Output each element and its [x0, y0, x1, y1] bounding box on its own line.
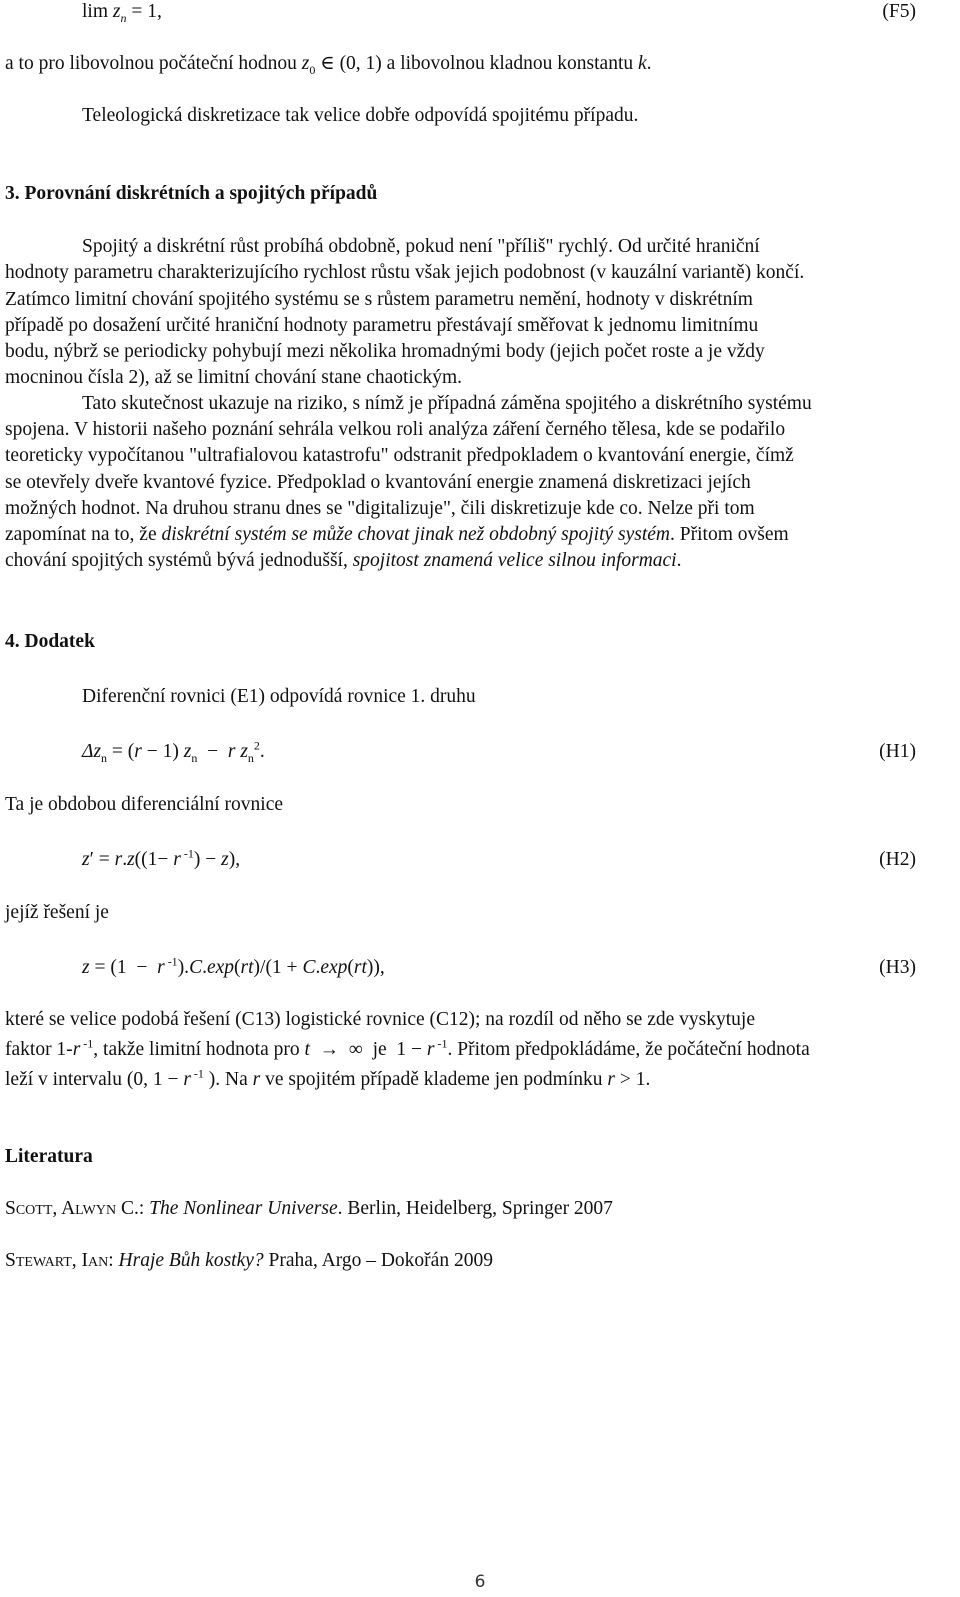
- equation-h3: z = (1 − r $^{-1}$).C.exp(rt)/(1 + C.exp(rt)),: [82, 954, 385, 978]
- equation-number-h3: (H3): [879, 957, 916, 978]
- text-line: teoreticky vypočítanou "ultrafialovou katastrofu" odstranit předpokladem o kvantování energie, čímž: [5, 445, 794, 466]
- text-line: leží v intervalu (0, 1 − r $^{-1}$ ). Na r ve spojitém případě klademe jen podmínku r > 1.: [5, 1066, 651, 1090]
- text-line: Zatímco limitní chování spojitého systému se s růstem parametru nemění, hodnoty v diskrétním: [5, 289, 753, 310]
- text-line: zapomínat na to, že diskrétní systém se může chovat jinak než obdobný spojitý systém. Přitom ovšem: [5, 524, 789, 545]
- equation-number-h2: (H2): [879, 849, 916, 870]
- text-line: se otevřely dveře kvantové fyzice. Předpoklad o kvantování energie znamená diskretizaci jejích: [5, 472, 751, 493]
- equation-f5: $\lim z_n = 1$,: [82, 1, 162, 25]
- text-line: Tato skutečnost ukazuje na riziko, s nímž je případná záměna spojitého a diskrétního systému: [82, 393, 812, 414]
- references-heading: Literatura: [5, 1146, 93, 1167]
- text-line: jejíž řešení je: [5, 902, 109, 923]
- text-line: a to pro libovolnou počáteční hodnou $z_0$ ∈ (0, 1) a libovolnou kladnou konstantu k.: [5, 53, 652, 77]
- text-line: mocninou čísla 2), až se limitní chování stane chaotickým.: [5, 367, 463, 388]
- reference-item: Scott, Alwyn C.: The Nonlinear Universe. Berlin, Heidelberg, Springer 2007: [5, 1198, 613, 1219]
- text-line: faktor 1-r $^{-1}$, takže limitní hodnota pro t → ∞ je 1 − r $^{-1}$. Přitom předpokládáme, že počáteční hodnota: [5, 1036, 810, 1060]
- text-line: spojena. V historii našeho poznání sehrála velkou roli analýza záření černého tělesa, kde se podařilo: [5, 419, 786, 440]
- section-heading: 3. Porovnání diskrétních a spojitých případů: [5, 183, 378, 204]
- equation-number-h1: (H1): [879, 741, 916, 762]
- text-line: které se velice podobá řešení (C13) logistické rovnice (C12); na rozdíl od něho se zde vyskytuje: [5, 1009, 755, 1030]
- text-line: bodu, nýbrž se periodicky pohybují mezi několika hromadnými body (jejich počet roste a je vždy: [5, 341, 765, 362]
- equation-h1: $\Delta z_n = (r - 1) z_n - r$ $z_n^2$.: [82, 738, 265, 765]
- page-number: 6: [474, 1572, 486, 1592]
- text-line: Teleologická diskretizace tak velice dobře odpovídá spojitému případu.: [82, 105, 639, 126]
- reference-item: Stewart, Ian: Hraje Bůh kostky? Praha, Argo – Dokořán 2009: [5, 1250, 493, 1271]
- equation-number-f5: (F5): [882, 1, 916, 22]
- text-line: možných hodnot. Na druhou stranu dnes se "digitalizuje", čili diskretizuje kde co. Nelze při tom: [5, 498, 755, 519]
- equation-h2: z′ = r.z((1− r $^{-1}$) − z),: [82, 846, 241, 870]
- text-line: Spojitý a diskrétní růst probíhá obdobně, pokud není "příliš" rychlý. Od určité hraniční: [82, 236, 760, 257]
- text-line: hodnoty parametru charakterizujícího rychlost růstu však jejich podobnost (v kauzální variantě) končí.: [5, 262, 805, 283]
- text-line: Ta je obdobou diferenciální rovnice: [5, 794, 284, 815]
- text-line: Diferenční rovnici (E1) odpovídá rovnice 1. druhu: [82, 686, 476, 707]
- text-line: případě po dosažení určité hraniční hodnoty parametru přestávají směřovat k jednomu limitnímu: [5, 315, 759, 336]
- section-heading: 4. Dodatek: [5, 631, 95, 652]
- text-line: chování spojitých systémů bývá jednodušší, spojitost znamená velice silnou informaci.: [5, 550, 682, 571]
